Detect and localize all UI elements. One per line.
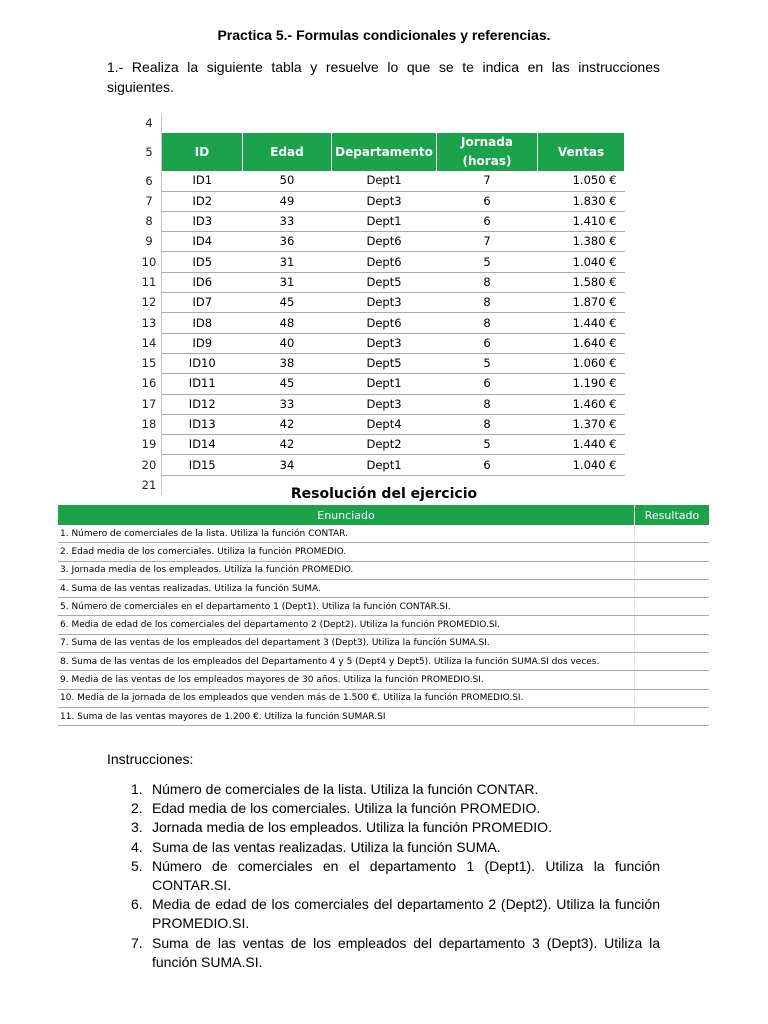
- statement-cell: 11. Suma de las ventas mayores de 1.200 €. Utiliza la función SUMAR.SI: [58, 707, 635, 725]
- resolution-row: [58, 616, 709, 634]
- statement-cell: 3. Jornada media de los empleados. Utiliza la función PROMEDIO.: [58, 561, 635, 579]
- result-cell[interactable]: [635, 634, 710, 652]
- list-item-text: Suma de las ventas de los empleados del departamento 3 (Dept3). Utiliza la función SUMA.SI.: [152, 934, 660, 970]
- resolution-row: [58, 543, 709, 561]
- cell-ventas: 1.870 €: [538, 293, 625, 313]
- list-item-text: Edad media de los comerciales. Utiliza la función PROMEDIO.: [152, 800, 541, 817]
- list-item: [107, 799, 660, 818]
- cell-departamento: Dept1: [332, 171, 437, 191]
- col-header-jornada: Jornada (horas): [437, 133, 538, 171]
- result-cell[interactable]: [635, 671, 710, 689]
- cell-edad: 45: [243, 293, 332, 313]
- result-cell[interactable]: [635, 579, 710, 597]
- statement-cell: 2. Edad media de los comerciales. Utiliza la función PROMEDIO.: [58, 543, 635, 561]
- list-item-text: Media de edad de los comerciales del departamento 2 (Dept2). Utiliza la función PROMEDIO.SI.: [152, 896, 660, 932]
- row-number: 7: [137, 191, 162, 211]
- list-item-text: Número de comerciales en el departamento 1 (Dept1). Utiliza la función CONTAR.SI.: [152, 857, 660, 894]
- instructions-list: [107, 780, 660, 972]
- list-item-text: Jornada media de los empleados. Utiliza la función PROMEDIO.: [152, 819, 552, 836]
- cell-jornada: 6: [437, 333, 538, 353]
- cell-jornada: 6: [437, 191, 538, 211]
- cell-jornada: 5: [437, 353, 538, 373]
- row-number: 10: [137, 252, 162, 272]
- row-number: 19: [137, 435, 162, 455]
- cell-jornada: 8: [437, 272, 538, 292]
- cell-ventas: 1.380 €: [538, 232, 625, 252]
- row-number: 9: [137, 232, 162, 252]
- result-cell[interactable]: [635, 616, 710, 634]
- col-header-id: ID: [162, 133, 243, 171]
- row-number: 21: [137, 475, 162, 495]
- table-row: [137, 272, 625, 292]
- cell-departamento: Dept1: [332, 374, 437, 394]
- cell-departamento: Dept3: [332, 191, 437, 211]
- cell-jornada: 6: [437, 374, 538, 394]
- list-item: [107, 838, 660, 857]
- list-item-text: Suma de las ventas realizadas. Utiliza la función SUMA.: [152, 838, 501, 855]
- cell-ventas: 1.460 €: [538, 394, 625, 414]
- row-number: 16: [137, 374, 162, 394]
- list-item: [107, 857, 660, 895]
- list-item-number: 1.: [131, 781, 143, 797]
- instructions-label: Instrucciones:: [107, 751, 194, 767]
- row-number: 15: [137, 353, 162, 373]
- table-row: [137, 313, 625, 333]
- cell-id: ID8: [162, 313, 243, 333]
- row-number: 14: [137, 333, 162, 353]
- cell-departamento: Dept3: [332, 394, 437, 414]
- cell-edad: 31: [243, 272, 332, 292]
- result-cell[interactable]: [635, 707, 710, 725]
- cell-id: ID1: [162, 171, 243, 191]
- list-item: [107, 818, 660, 837]
- result-cell[interactable]: [635, 561, 710, 579]
- cell-departamento: Dept6: [332, 252, 437, 272]
- cell-edad: 34: [243, 455, 332, 475]
- cell-departamento: Dept3: [332, 293, 437, 313]
- table-row: [137, 353, 625, 373]
- cell-departamento: Dept5: [332, 272, 437, 292]
- cell-ventas: 1.060 €: [538, 353, 625, 373]
- cell-id: ID7: [162, 293, 243, 313]
- table-row: [137, 414, 625, 434]
- cell-id: ID14: [162, 435, 243, 455]
- col-header-ventas: Ventas: [538, 133, 625, 171]
- cell-edad: 38: [243, 353, 332, 373]
- cell-ventas: 1.410 €: [538, 211, 625, 231]
- table-row: [137, 211, 625, 231]
- list-item-number: 6.: [131, 896, 143, 913]
- list-item-number: 4.: [131, 838, 143, 855]
- table-row: [137, 333, 625, 353]
- table-row: [137, 171, 625, 191]
- row-number: 12: [137, 293, 162, 313]
- cell-jornada: 5: [437, 252, 538, 272]
- cell-edad: 45: [243, 374, 332, 394]
- resolution-row: [58, 653, 709, 671]
- cell-jornada: 6: [437, 455, 538, 475]
- cell-ventas: 1.830 €: [538, 191, 625, 211]
- resolution-row: [58, 598, 709, 616]
- cell-id: ID13: [162, 414, 243, 434]
- cell-id: ID9: [162, 333, 243, 353]
- cell-ventas: 1.040 €: [538, 455, 625, 475]
- cell-ventas: 1.190 €: [538, 374, 625, 394]
- resolution-title: Resolución del ejercicio: [290, 486, 478, 502]
- statement-cell: 6. Media de edad de los comerciales del departamento 2 (Dept2). Utiliza la función PROMEDIO.SI.: [58, 616, 635, 634]
- table-row: [137, 232, 625, 252]
- resolution-table: [58, 505, 709, 726]
- cell-edad: 31: [243, 252, 332, 272]
- result-cell[interactable]: [635, 525, 710, 543]
- cell-jornada: 6: [437, 211, 538, 231]
- list-item-text: Número de comerciales de la lista. Utiliza la función CONTAR.: [152, 781, 539, 797]
- cell-jornada: 8: [437, 293, 538, 313]
- statement-cell: 4. Suma de las ventas realizadas. Utiliza la función SUMA.: [58, 579, 635, 597]
- cell-edad: 42: [243, 435, 332, 455]
- cell-departamento: Dept4: [332, 414, 437, 434]
- resolution-row: [58, 561, 709, 579]
- intro-paragraph: 1.- Realiza la siguiente tabla y resuelve lo que se te indica en las instrucciones siguientes.: [107, 59, 660, 95]
- row-number: 5: [137, 133, 162, 171]
- resolution-row: [58, 579, 709, 597]
- list-item: [107, 895, 660, 933]
- row-number: 6: [137, 171, 162, 191]
- statement-cell: 1. Número de comerciales de la lista. Utiliza la función CONTAR.: [58, 525, 635, 543]
- resolution-row: [58, 689, 709, 707]
- cell-id: ID4: [162, 232, 243, 252]
- row-number: 17: [137, 394, 162, 414]
- table-row: [137, 435, 625, 455]
- col-header-departamento: Departamento: [332, 133, 437, 171]
- row-number: 4: [137, 114, 162, 133]
- cell-jornada: 8: [437, 394, 538, 414]
- sheet-row-empty-top: [137, 114, 625, 133]
- cell-edad: 50: [243, 171, 332, 191]
- cell-ventas: 1.440 €: [538, 435, 625, 455]
- result-cell[interactable]: [635, 689, 710, 707]
- cell-id: ID6: [162, 272, 243, 292]
- resolution-row: [58, 707, 709, 725]
- col-header-edad: Edad: [243, 133, 332, 171]
- table-row: [137, 374, 625, 394]
- cell-ventas: 1.640 €: [538, 333, 625, 353]
- cell-edad: 33: [243, 394, 332, 414]
- cell-id: ID15: [162, 455, 243, 475]
- table-row: [137, 252, 625, 272]
- cell-departamento: Dept6: [332, 313, 437, 333]
- cell-edad: 36: [243, 232, 332, 252]
- row-number: 13: [137, 313, 162, 333]
- cell-id: ID5: [162, 252, 243, 272]
- cell-jornada: 7: [437, 171, 538, 191]
- list-item-number: 5.: [131, 857, 143, 874]
- cell-departamento: Dept1: [332, 211, 437, 231]
- resolution-header-row: [58, 505, 709, 525]
- table-row: [137, 455, 625, 475]
- spreadsheet-table: [137, 114, 625, 495]
- table-row: [137, 293, 625, 313]
- cell-edad: 42: [243, 414, 332, 434]
- cell-ventas: 1.040 €: [538, 252, 625, 272]
- list-item: [107, 780, 660, 799]
- resolution-row: [58, 525, 709, 543]
- sheet-header-row: [137, 133, 625, 171]
- cell-departamento: Dept2: [332, 435, 437, 455]
- cell-edad: 48: [243, 313, 332, 333]
- cell-ventas: 1.050 €: [538, 171, 625, 191]
- list-item-number: 2.: [131, 800, 143, 817]
- col-header-resultado: Resultado: [635, 505, 710, 525]
- cell-jornada: 5: [437, 435, 538, 455]
- cell-edad: 33: [243, 211, 332, 231]
- row-number: 8: [137, 211, 162, 231]
- cell-id: ID10: [162, 353, 243, 373]
- list-item-number: 3.: [131, 819, 143, 836]
- row-number: 20: [137, 455, 162, 475]
- result-cell[interactable]: [635, 543, 710, 561]
- cell-edad: 49: [243, 191, 332, 211]
- cell-departamento: Dept5: [332, 353, 437, 373]
- list-item: [107, 934, 660, 972]
- statement-cell: 8. Suma de las ventas de los empleados del Departamento 4 y 5 (Dept4 y Dept5). Utiliza la función SUMA.SI dos veces.: [58, 653, 635, 671]
- table-row: [137, 191, 625, 211]
- cell-ventas: 1.580 €: [538, 272, 625, 292]
- cell-jornada: 7: [437, 232, 538, 252]
- cell-id: ID2: [162, 191, 243, 211]
- statement-cell: 5. Número de comerciales en el departamento 1 (Dept1). Utiliza la función CONTAR.SI.: [58, 598, 635, 616]
- cell-id: ID12: [162, 394, 243, 414]
- cell-departamento: Dept3: [332, 333, 437, 353]
- resolution-row: [58, 634, 709, 652]
- result-cell[interactable]: [635, 598, 710, 616]
- cell-jornada: 8: [437, 313, 538, 333]
- cell-ventas: 1.440 €: [538, 313, 625, 333]
- cell-ventas: 1.370 €: [538, 414, 625, 434]
- cell-id: ID11: [162, 374, 243, 394]
- col-header-enunciado: Enunciado: [58, 505, 635, 525]
- statement-cell: 7. Suma de las ventas de los empleados del departament 3 (Dept3). Utiliza la función SUMA.SI.: [58, 634, 635, 652]
- result-cell[interactable]: [635, 653, 710, 671]
- table-row: [137, 394, 625, 414]
- cell-jornada: 8: [437, 414, 538, 434]
- cell-departamento: Dept1: [332, 455, 437, 475]
- cell-id: ID3: [162, 211, 243, 231]
- row-number: 18: [137, 414, 162, 434]
- statement-cell: 9. Media de las ventas de los empleados mayores de 30 años. Utiliza la función PROMEDIO.SI.: [58, 671, 635, 689]
- resolution-row: [58, 671, 709, 689]
- page-title: Practica 5.- Formulas condicionales y referencias.: [217, 27, 551, 43]
- row-number: 11: [137, 272, 162, 292]
- list-item-number: 7.: [131, 934, 143, 951]
- cell-departamento: Dept6: [332, 232, 437, 252]
- cell-edad: 40: [243, 333, 332, 353]
- statement-cell: 10. Media de la jornada de los empleados que venden más de 1.500 €. Utiliza la función PROMEDIO.SI.: [58, 689, 635, 707]
